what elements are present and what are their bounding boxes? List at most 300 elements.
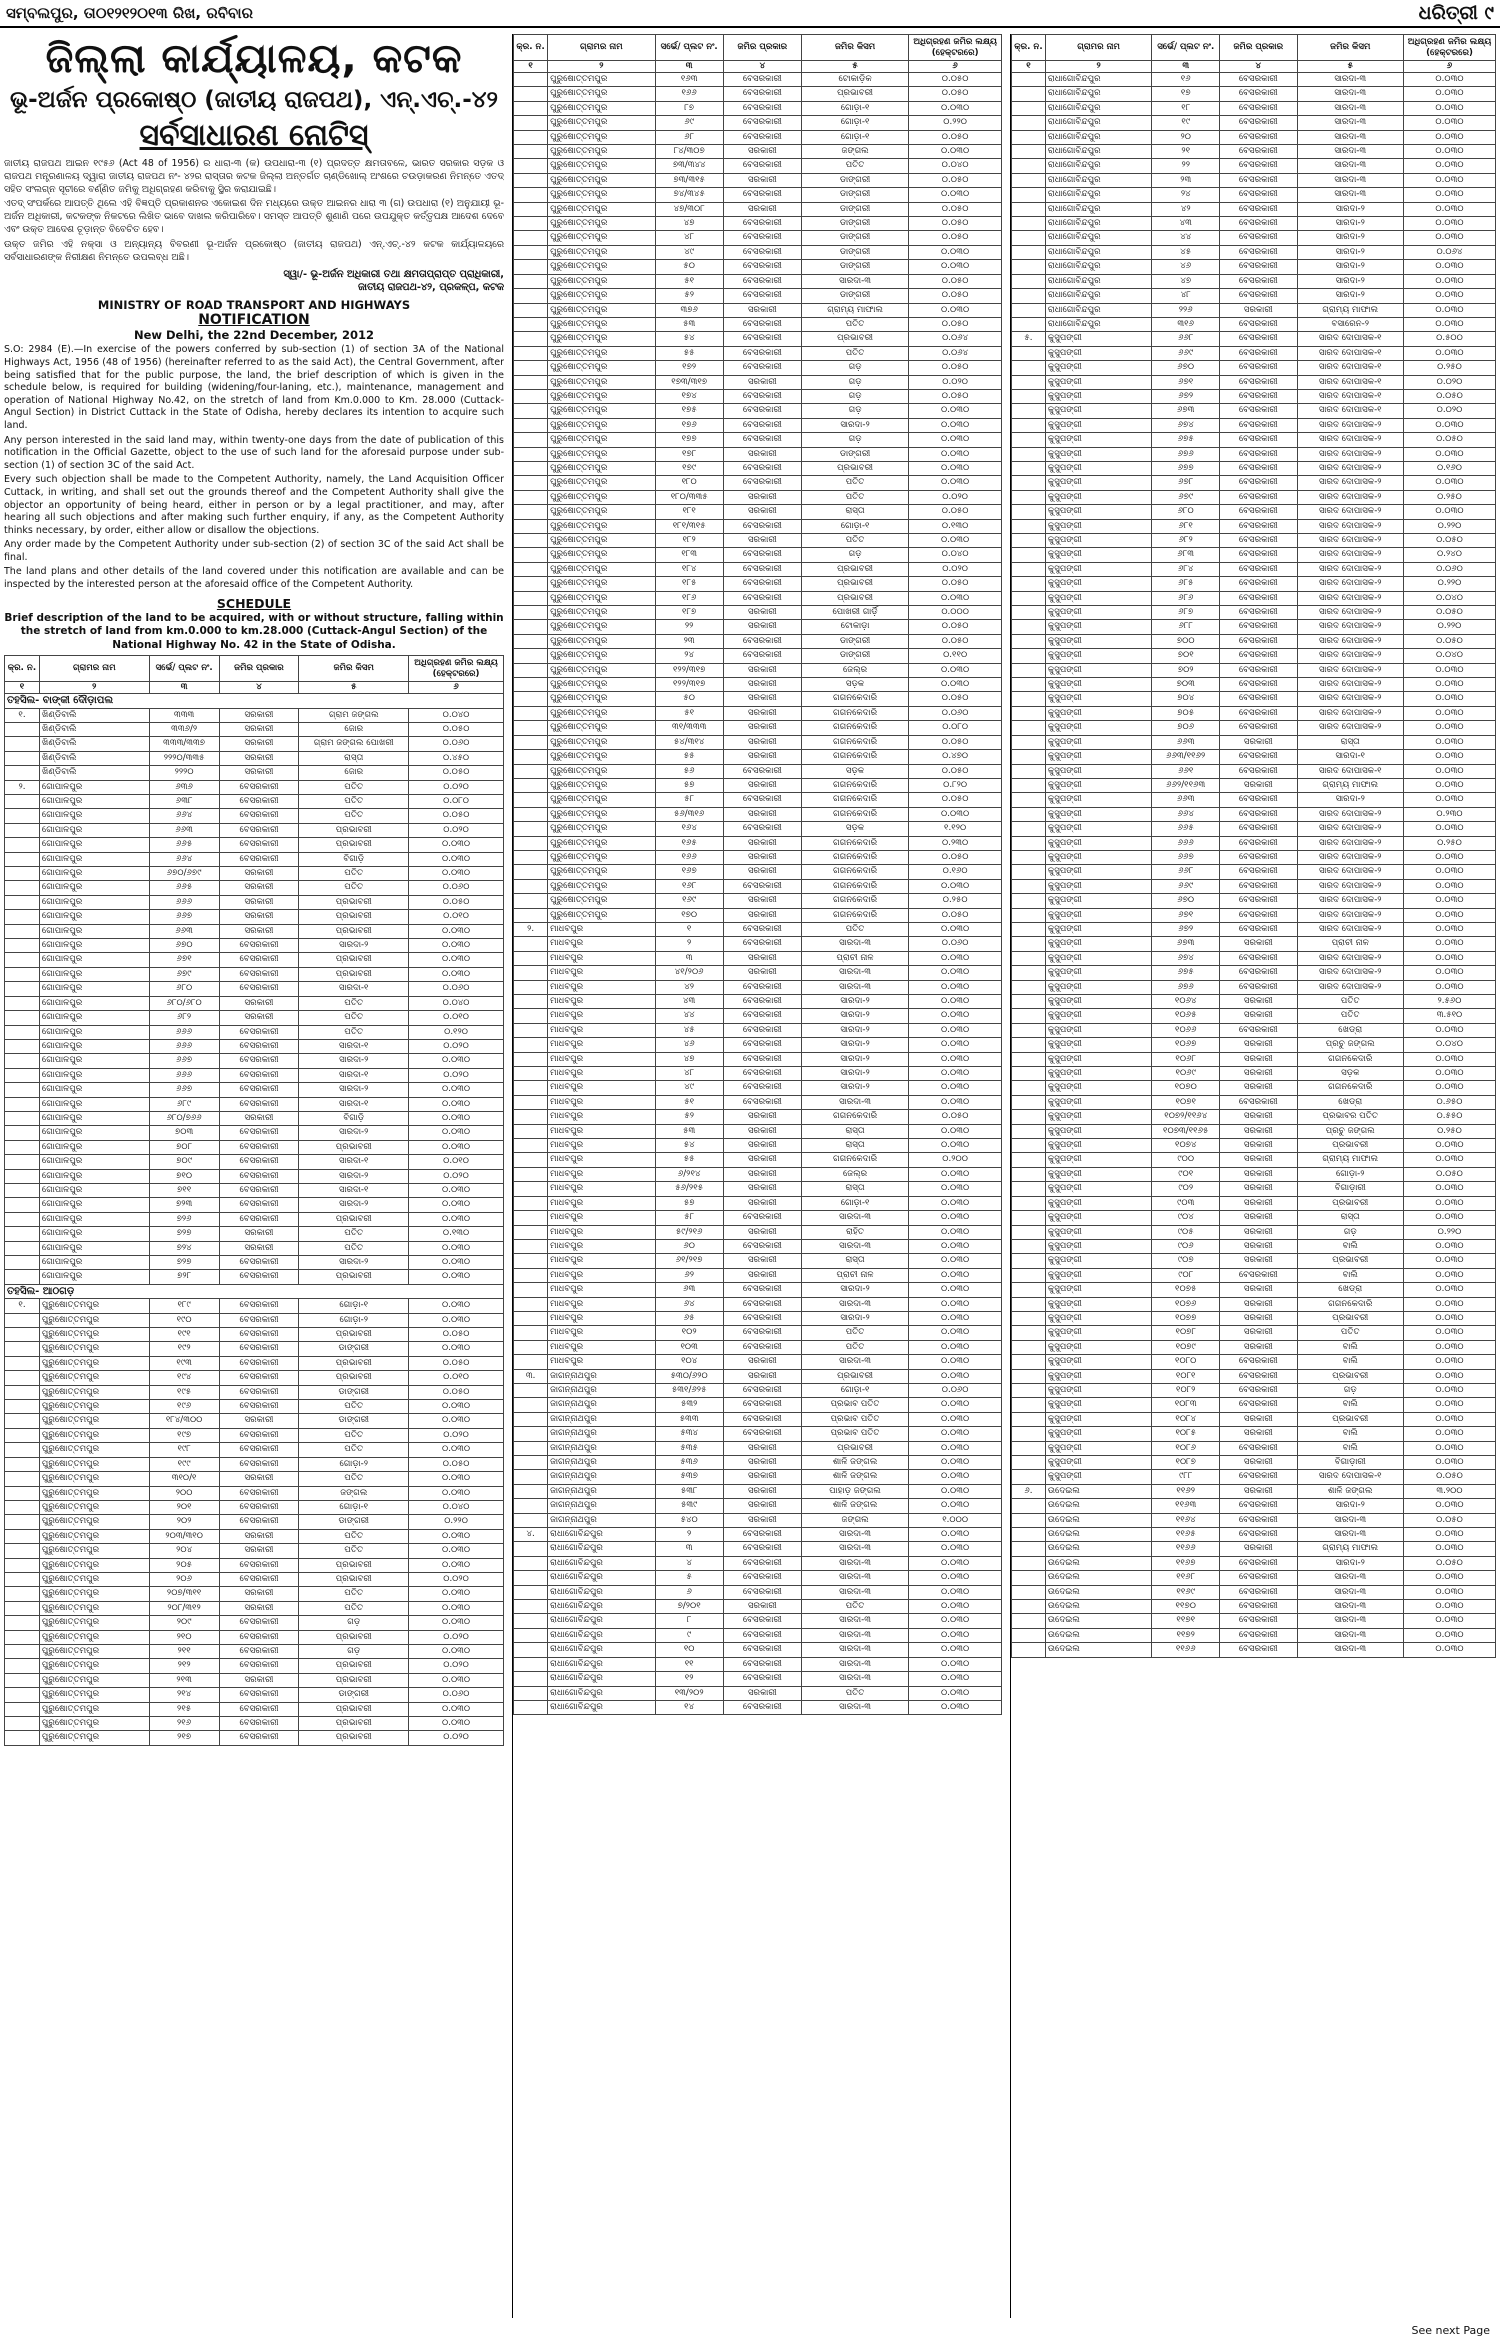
- cell-land-class: ସାରଦ ଦୋପାସକ-୧: [1297, 361, 1403, 375]
- cell-area: ୦.୦୪୦: [1404, 1038, 1496, 1052]
- cell-land-class: ସାରଦା-୨: [801, 1081, 908, 1095]
- cell-plot: ୧୭୦: [655, 908, 723, 922]
- cell-village: କୁସୁପଙ୍ଗୀ: [1045, 634, 1151, 648]
- cell-serial: [1012, 721, 1046, 735]
- cell-land-class: ଖେଡ୍ରା: [1297, 1283, 1403, 1297]
- column-number: ୧: [1012, 61, 1046, 73]
- cell-area: ୦.୦୩୦: [909, 101, 1002, 115]
- cell-land-class: ରାସ୍ତା: [801, 505, 908, 519]
- cell-area: ୦.୦୩୦: [909, 1470, 1002, 1484]
- cell-area: ୦.୦୬୦: [409, 982, 504, 996]
- cell-village: ଜାଗନ୍ନାଥପୁର: [548, 1383, 655, 1397]
- table-row: [1012, 130, 1496, 144]
- cell-plot: ୫୧: [655, 1095, 723, 1109]
- column-number-row: [5, 682, 504, 694]
- cell-serial: [514, 1484, 548, 1498]
- cell-area: ୦.୦୩୦: [1404, 231, 1496, 245]
- cell-area: ୦.୦୩୦: [1404, 173, 1496, 187]
- cell-village: ଜାଗନ୍ନାଥପୁର: [548, 1427, 655, 1441]
- cell-serial: [1012, 159, 1046, 173]
- cell-area: ୦.୦୫୦: [909, 130, 1002, 144]
- cell-area: ୦.୦୩୦: [1404, 1585, 1496, 1599]
- cell-village: ମାଧବପୁର: [548, 1038, 655, 1052]
- cell-village: କୁସୁପଙ୍ଗୀ: [1045, 793, 1151, 807]
- cell-land-class: ପତିତ: [801, 476, 908, 490]
- cell-village: ପୁରୁଷୋତ୍ତମପୁର: [548, 721, 655, 735]
- cell-land-class: ସାରଦା-୩: [801, 1643, 908, 1657]
- cell-serial: [514, 778, 548, 792]
- table-row: [514, 1412, 1002, 1426]
- cell-land-type: ବେସରକାରୀ: [1220, 188, 1297, 202]
- cell-land-class: ସାରଦା-୩: [1297, 159, 1403, 173]
- cell-area: ୦.୦୩୦: [1404, 793, 1496, 807]
- cell-land-type: ସରକାରୀ: [723, 865, 801, 879]
- cell-village: ଗୋପାଳପୁର: [39, 809, 149, 823]
- cell-serial: [1012, 361, 1046, 375]
- cell-serial: [514, 1441, 548, 1455]
- cell-village: ଗୋପାଳପୁର: [39, 852, 149, 866]
- cell-village: ଖିଣ୍ଡିବାଲି: [39, 722, 149, 736]
- cell-village: ପୁରୁଷୋତ୍ତମପୁର: [548, 764, 655, 778]
- table-row: [514, 995, 1002, 1009]
- cell-serial: [514, 1067, 548, 1081]
- cell-land-type: ବେସରକାରୀ: [1220, 951, 1297, 965]
- cell-village: ରାଧାଗୋବିନ୍ଦପୁର: [1045, 116, 1151, 130]
- cell-area: ୦.୦୫୦: [409, 895, 504, 909]
- cell-area: ୦.୦୩୦: [909, 1167, 1002, 1181]
- table-row: [514, 1484, 1002, 1498]
- cell-area: ୦.୦୩୦: [409, 1212, 504, 1226]
- cell-village: ପୁରୁଷୋତ୍ତମପୁର: [548, 519, 655, 533]
- cell-area: ୦.୦୩୦: [409, 924, 504, 938]
- cell-land-class: ସାରଦା-୩: [801, 274, 908, 288]
- cell-area: ୧.୦୦୦: [909, 1513, 1002, 1527]
- cell-serial: [514, 1614, 548, 1628]
- cell-village: କୁସୁପଙ୍ଗୀ: [1045, 1110, 1151, 1124]
- table-row: [1012, 1528, 1496, 1542]
- cell-land-class: ଗଗନକେଦାରି: [1297, 1297, 1403, 1311]
- cell-village: ଗୋପାଳପୁର: [39, 996, 149, 1010]
- cell-plot: ୭୩/୩୪୪: [655, 159, 723, 173]
- cell-plot: ୯୮୮: [1152, 1470, 1220, 1484]
- cell-village: ଗୋପାଳପୁର: [39, 1198, 149, 1212]
- table-row: [514, 461, 1002, 475]
- cell-area: ୦.୦୩୦: [1404, 1239, 1496, 1253]
- cell-land-class: ଡାଙ୍ଗରୀ: [801, 245, 908, 259]
- column-number: ୨: [39, 682, 149, 694]
- cell-area: ୦.୦୩୦: [909, 1556, 1002, 1570]
- cell-land-type: ବେସରକାରୀ: [219, 1140, 299, 1154]
- cell-village: କୁସୁପଙ୍ଗୀ: [1045, 1326, 1151, 1340]
- cell-village: କୁସୁପଙ୍ଗୀ: [1045, 778, 1151, 792]
- cell-area: ୦.୦୩୦: [1404, 1139, 1496, 1153]
- cell-land-type: ବେସରକାରୀ: [723, 346, 801, 360]
- cell-land-type: ବେସରକାରୀ: [1220, 1643, 1297, 1657]
- cell-land-class: ସାରଦା-୩: [801, 980, 908, 994]
- table-row: [514, 116, 1002, 130]
- cell-land-class: ଗଗନକେଦାରି: [801, 692, 908, 706]
- cell-area: ୦.୦୩୦: [909, 1672, 1002, 1686]
- cell-area: ୦.୦୪୦: [1404, 591, 1496, 605]
- cell-serial: [514, 980, 548, 994]
- cell-serial: [1012, 1369, 1046, 1383]
- cell-plot: ୧୧୬୬: [1152, 1643, 1220, 1657]
- cell-land-class: ଜୋର: [299, 766, 409, 780]
- cell-plot: ୭୨୭: [149, 1256, 219, 1270]
- table-row: [1012, 303, 1496, 317]
- cell-serial: [1012, 562, 1046, 576]
- cell-land-type: ବେସରକାରୀ: [1220, 404, 1297, 418]
- cell-serial: [514, 1153, 548, 1167]
- cell-serial: [514, 217, 548, 231]
- cell-plot: ୧୭୪: [655, 389, 723, 403]
- cell-serial: [514, 1124, 548, 1138]
- cell-plot: ୭୦୦: [1152, 634, 1220, 648]
- cell-land-class: ଗଗନକେଦାରି: [1297, 1081, 1403, 1095]
- table-row: [514, 1009, 1002, 1023]
- cell-plot: ୬୬୬: [149, 1039, 219, 1053]
- cell-plot: ୨୧୫: [149, 1702, 219, 1716]
- cell-village: କୁସୁପଙ୍ଗୀ: [1045, 1470, 1151, 1484]
- cell-land-type: ସରକାରୀ: [723, 173, 801, 187]
- cell-land-type: ବେସରକାରୀ: [1220, 850, 1297, 864]
- cell-land-class: ଗୋଡ଼ା-୧: [801, 101, 908, 115]
- cell-serial: [514, 303, 548, 317]
- cell-plot: ୧୦୭୧: [1152, 1095, 1220, 1109]
- cell-serial: [5, 1155, 40, 1169]
- cell-serial: [5, 1183, 40, 1197]
- cell-land-class: ସାରଦା-୩: [801, 1614, 908, 1628]
- cell-plot: ୧୦୭୮: [1152, 1326, 1220, 1340]
- cell-serial: [1012, 1427, 1046, 1441]
- cell-area: ୦.୦୫୦: [909, 73, 1002, 87]
- cell-land-class: ପ୍ରଭାବରୀ: [1297, 1139, 1403, 1153]
- cell-village: ଗୋପାଳପୁର: [39, 895, 149, 909]
- cell-area: ୦.୦୧୦: [409, 1155, 504, 1169]
- table-row: [1012, 1311, 1496, 1325]
- table-row: [1012, 1326, 1496, 1340]
- cell-land-class: ସାରଦା-୩: [1297, 116, 1403, 130]
- table-row: [5, 737, 504, 751]
- cell-area: ୦.୦୨୦: [409, 1039, 504, 1053]
- cell-land-type: ସରକାରୀ: [1220, 1239, 1297, 1253]
- cell-serial: [514, 1456, 548, 1470]
- cell-serial: [5, 852, 40, 866]
- cell-land-type: ସରକାରୀ: [723, 1686, 801, 1700]
- cell-plot: ୧୦୮୩: [1152, 1398, 1220, 1412]
- cell-plot: ୩: [655, 1542, 723, 1556]
- cell-land-class: ସାରଦା-୩: [1297, 1643, 1403, 1657]
- cell-area: ୦.୦୩୦: [409, 1587, 504, 1601]
- cell-land-type: ବେସରକାରୀ: [1220, 706, 1297, 720]
- cell-village: ଗୋପାଳପୁର: [39, 1054, 149, 1068]
- cell-land-type: ବେସରକାରୀ: [219, 1054, 299, 1068]
- cell-area: ୦.୦୬୦: [1404, 562, 1496, 576]
- cell-land-class: ପତିତ: [801, 1686, 908, 1700]
- cell-land-type: ସରକାରୀ: [1220, 1254, 1297, 1268]
- cell-land-type: ବେସରକାରୀ: [723, 418, 801, 432]
- cell-plot: ୨: [655, 937, 723, 951]
- cell-serial: [5, 1529, 40, 1543]
- cell-land-class: ପ୍ରଭାବରୀ: [299, 823, 409, 837]
- table-row: [514, 519, 1002, 533]
- cell-land-type: ସରକାରୀ: [219, 1544, 299, 1558]
- cell-area: ୦.୦୩୦: [1404, 447, 1496, 461]
- cell-land-class: ସାରଦା-୨: [801, 1038, 908, 1052]
- cell-village: କୁସୁପଙ୍ଗୀ: [1045, 1369, 1151, 1383]
- cell-serial: [1012, 375, 1046, 389]
- cell-area: ୦.୦୩୦: [909, 951, 1002, 965]
- cell-plot: ୪୮: [655, 1067, 723, 1081]
- cell-serial: [5, 1068, 40, 1082]
- cell-plot: ୫୧: [655, 706, 723, 720]
- cell-area: ୦.୧୬୦: [1404, 461, 1496, 475]
- cell-serial: [514, 606, 548, 620]
- cell-village: ଗୋପାଳପୁର: [39, 967, 149, 981]
- cell-serial: [1012, 433, 1046, 447]
- cell-village: ପୁରୁଷୋତ୍ତମପୁର: [548, 490, 655, 504]
- cell-area: ୦.୦୩୦: [909, 1628, 1002, 1642]
- cell-area: ୦.୦୩୦: [909, 534, 1002, 548]
- table-row: [1012, 389, 1496, 403]
- cell-plot: ୧୮୬: [655, 591, 723, 605]
- cell-plot: ୬୭୦: [1152, 894, 1220, 908]
- cell-area: ୦.୦୩୦: [909, 245, 1002, 259]
- table-row: [1012, 1052, 1496, 1066]
- cell-serial: ୨.: [5, 780, 40, 794]
- cell-area: ୦.୦୩୦: [409, 1054, 504, 1068]
- cell-land-type: ସରକାରୀ: [1220, 1139, 1297, 1153]
- cell-land-type: ବେସରକାରୀ: [1220, 1441, 1297, 1455]
- cell-land-type: ବେସରକାରୀ: [219, 939, 299, 953]
- cell-area: ୦.୦୩୦: [909, 1614, 1002, 1628]
- cell-area: ୦.୨୨୦: [1404, 519, 1496, 533]
- cell-land-class: ଜୋର: [299, 722, 409, 736]
- table-row: [5, 838, 504, 852]
- cell-land-class: ପତିତ: [299, 780, 409, 794]
- cell-plot: ୬୮୯: [149, 1097, 219, 1111]
- cell-plot: ୬୩୬: [149, 780, 219, 794]
- cell-land-type: ସରକାରୀ: [723, 966, 801, 980]
- cell-plot: ୬୭୦: [149, 939, 219, 953]
- table-row: [514, 1614, 1002, 1628]
- cell-serial: [1012, 1167, 1046, 1181]
- cell-land-class: ଗଗନକେଦାରି: [1297, 1052, 1403, 1066]
- cell-plot: ୬୮୨: [1152, 534, 1220, 548]
- cell-area: ୦.୦୫୦: [1404, 1513, 1496, 1527]
- cell-area: ୦.୦୩୦: [1404, 289, 1496, 303]
- cell-area: ୦.୦୩୦: [1404, 1528, 1496, 1542]
- cell-plot: ୨୦୪: [149, 1544, 219, 1558]
- cell-serial: [1012, 678, 1046, 692]
- table-row: [514, 346, 1002, 360]
- cell-plot: ୨୩: [655, 634, 723, 648]
- cell-land-class: ଡାଙ୍ଗରୀ: [801, 217, 908, 231]
- cell-land-class: ଗୋଡ଼ା-୨: [299, 1313, 409, 1327]
- cell-area: ୦.୦୩୦: [409, 1486, 504, 1500]
- table-row: [1012, 1398, 1496, 1412]
- cell-land-type: ସରକାରୀ: [723, 778, 801, 792]
- table-row: [514, 1556, 1002, 1570]
- cell-land-class: ସାରଦା-୨: [801, 1023, 908, 1037]
- cell-land-class: ସାରଦା-୨: [801, 995, 908, 1009]
- cell-serial: [514, 1513, 548, 1527]
- cell-village: ପୁରୁଷୋତ୍ତମପୁର: [39, 1443, 149, 1457]
- cell-land-class: ପ୍ରାଚୀ ନାଳ: [801, 1268, 908, 1282]
- cell-plot: ୪: [655, 1556, 723, 1570]
- cell-land-class: ପ୍ରଭାବର ପତିତ: [1297, 1110, 1403, 1124]
- table-row: [1012, 1542, 1496, 1556]
- table-row: [5, 1529, 504, 1543]
- cell-area: ୦.୦୫୦: [409, 766, 504, 780]
- cell-village: ପୁରୁଷୋତ୍ତମପୁର: [548, 101, 655, 115]
- cell-serial: [514, 404, 548, 418]
- cell-land-type: ବେସରକାରୀ: [219, 838, 299, 852]
- cell-plot: ୬୬୩: [149, 823, 219, 837]
- cell-plot: ୬୬୨/୧୧୬୩: [1152, 778, 1220, 792]
- table-row: [514, 361, 1002, 375]
- cell-serial: [5, 1097, 40, 1111]
- cell-area: ୦.୦୬୦: [909, 706, 1002, 720]
- cell-land-class: ପ୍ରଭାବ ପତିତ: [801, 1398, 908, 1412]
- cell-land-class: ପ୍ରଭାବରୀ: [299, 967, 409, 981]
- cell-village: କୁସୁପଙ୍ଗୀ: [1045, 375, 1151, 389]
- table-row: [514, 490, 1002, 504]
- cell-plot: ୧୯୫: [149, 1385, 219, 1399]
- cell-village: ମାଧବପୁର: [548, 1009, 655, 1023]
- cell-plot: ୬୮: [655, 130, 723, 144]
- cell-land-class: ପ୍ରଭାବରୀ: [1297, 1369, 1403, 1383]
- cell-village: କୁସୁପଙ୍ଗୀ: [1045, 1153, 1151, 1167]
- cell-plot: ୬୨: [655, 1268, 723, 1282]
- cell-land-class: ପ୍ରଭାବରୀ: [801, 461, 908, 475]
- table-row: [1012, 202, 1496, 216]
- cell-area: ୦.୦୩୦: [909, 1311, 1002, 1325]
- cell-land-class: ବାଲି: [1297, 1427, 1403, 1441]
- table-row: [5, 1702, 504, 1716]
- cell-village: ରାଧାଗୋବିନ୍ଦପୁର: [548, 1600, 655, 1614]
- cell-area: ୦.୦୫୦: [409, 1328, 504, 1342]
- cell-land-type: ବେସରକାରୀ: [723, 116, 801, 130]
- table-row: [5, 780, 504, 794]
- cell-land-class: ଗଗନକେଦାରି: [801, 778, 908, 792]
- table-row: [5, 1342, 504, 1356]
- cell-plot: ୭୦୯: [149, 1155, 219, 1169]
- table-row: [5, 982, 504, 996]
- cell-land-type: ବେସରକାରୀ: [1220, 159, 1297, 173]
- cell-serial: ୧.: [5, 708, 40, 722]
- table-row: [514, 865, 1002, 879]
- cell-land-type: ସରକାରୀ: [723, 1369, 801, 1383]
- table-row: [514, 1182, 1002, 1196]
- cell-land-class: ସାରଦା-୨: [801, 1311, 908, 1325]
- cell-area: ୦.୦୩୦: [909, 1268, 1002, 1282]
- cell-plot: ୬୧/୨୧୭: [655, 1254, 723, 1268]
- cell-village: ମାଧବପୁର: [548, 995, 655, 1009]
- cell-plot: ୧୮୫: [655, 577, 723, 591]
- cell-village: କୁସୁପଙ୍ଗୀ: [1045, 1124, 1151, 1138]
- table-row: [5, 1313, 504, 1327]
- cell-serial: [514, 1672, 548, 1686]
- table-row: [1012, 1153, 1496, 1167]
- cell-village: କୁସୁପଙ୍ଗୀ: [1045, 1225, 1151, 1239]
- cell-land-type: ବେସରକାରୀ: [219, 1371, 299, 1385]
- cell-serial: [1012, 289, 1046, 303]
- table-row: [514, 807, 1002, 821]
- cell-land-class: ପ୍ରଭାବରୀ: [801, 87, 908, 101]
- cell-area: ୦.୦୫୦: [1404, 1556, 1496, 1570]
- cell-land-class: ଗଗନକେଦାରି: [801, 1110, 908, 1124]
- cell-serial: ୨.: [514, 922, 548, 936]
- cell-village: ଉଦେଇଲ: [1045, 1542, 1151, 1556]
- cell-serial: [1012, 404, 1046, 418]
- cell-area: ୦.୦୩୦: [1404, 159, 1496, 173]
- cell-land-class: ପତିତ: [801, 1600, 908, 1614]
- cell-plot: ୪୫: [1152, 245, 1220, 259]
- cell-serial: [514, 260, 548, 274]
- cell-village: ପୁରୁଷୋତ୍ତମପୁର: [39, 1299, 149, 1313]
- cell-land-class: ସାରଦା-୨: [299, 1054, 409, 1068]
- cell-village: ପୁରୁଷୋତ୍ତମପୁର: [548, 577, 655, 591]
- cell-land-type: ବେସରକାରୀ: [1220, 1499, 1297, 1513]
- cell-serial: [1012, 548, 1046, 562]
- cell-village: କୁସୁପଙ୍ଗୀ: [1045, 1297, 1151, 1311]
- cell-land-type: ବେସରକାରୀ: [723, 1283, 801, 1297]
- cell-area: ୦.୦୫୦: [1404, 1470, 1496, 1484]
- cell-serial: [1012, 534, 1046, 548]
- cell-serial: [514, 1585, 548, 1599]
- cell-village: ଗୋପାଳପୁର: [39, 982, 149, 996]
- cell-village: ପୁରୁଷୋତ୍ତମପୁର: [39, 1428, 149, 1442]
- cell-area: ୦.୦୩୦: [1404, 850, 1496, 864]
- cell-area: ୦.୨୨୦: [1404, 620, 1496, 634]
- cell-village: କୁସୁପଙ୍ଗୀ: [1045, 461, 1151, 475]
- cell-serial: [1012, 1542, 1046, 1556]
- cell-plot: ୭୦୩: [1152, 678, 1220, 692]
- cell-plot: ୬୮୩: [1152, 548, 1220, 562]
- cell-serial: [1012, 1081, 1046, 1095]
- cell-area: ୦.୦୩୦: [1404, 1499, 1496, 1513]
- cell-plot: ୧୮୦: [655, 476, 723, 490]
- cell-land-type: ସରକାରୀ: [1220, 1542, 1297, 1556]
- cell-area: ୦.୧୩୦: [409, 1227, 504, 1241]
- table-row: [5, 1155, 504, 1169]
- cell-serial: [514, 433, 548, 447]
- table-row: [514, 145, 1002, 159]
- cell-village: ରାଧାଗୋବିନ୍ଦପୁର: [1045, 202, 1151, 216]
- cell-land-class: ଗଡ଼: [801, 404, 908, 418]
- cell-plot: ୫୫: [655, 750, 723, 764]
- table-row: [1012, 260, 1496, 274]
- column-header-village: ଗ୍ରାମର ନାମ: [1045, 35, 1151, 61]
- table-row: [1012, 1499, 1496, 1513]
- table-row: [1012, 1167, 1496, 1181]
- cell-serial: [514, 289, 548, 303]
- cell-area: ୦.୦୩୦: [1404, 922, 1496, 936]
- cell-area: ୦.୦୩୦: [1404, 663, 1496, 677]
- cell-plot: ୫୫: [655, 346, 723, 360]
- cell-land-class: ଗ୍ରାମ୍ୟ ମାଫାଲ: [1297, 303, 1403, 317]
- table-row: [514, 937, 1002, 951]
- table-row: [1012, 620, 1496, 634]
- cell-village: ମାଧବପୁର: [548, 1254, 655, 1268]
- cell-plot: ୬୬୪: [149, 852, 219, 866]
- cell-land-type: ବେସରକାରୀ: [723, 922, 801, 936]
- table-row: [1012, 476, 1496, 490]
- cell-plot: ୨୪: [655, 649, 723, 663]
- cell-village: ପୁରୁଷୋତ୍ତମପୁର: [39, 1385, 149, 1399]
- english-paragraph-1: S.O: 2984 (E).—In exercise of the powers conferred by sub-section (1) of section 3A of the National Highways Act, 1956 (48 of 1956) (hereinafter referred to as the said Act), the Central Government, after being satisfied that for the public purpose, the land, the brief description of which is given in the schedule below, is required for building (widening/four-laning, etc.), maintenance, management and operation of National Highway No.42, on the stretch of land from Km.0.000 to Km. 28.000 (Cuttack-Angul Section) in District Cuttack in the State of Odisha, hereby declares its intention to acquire such land.: [4, 344, 504, 431]
